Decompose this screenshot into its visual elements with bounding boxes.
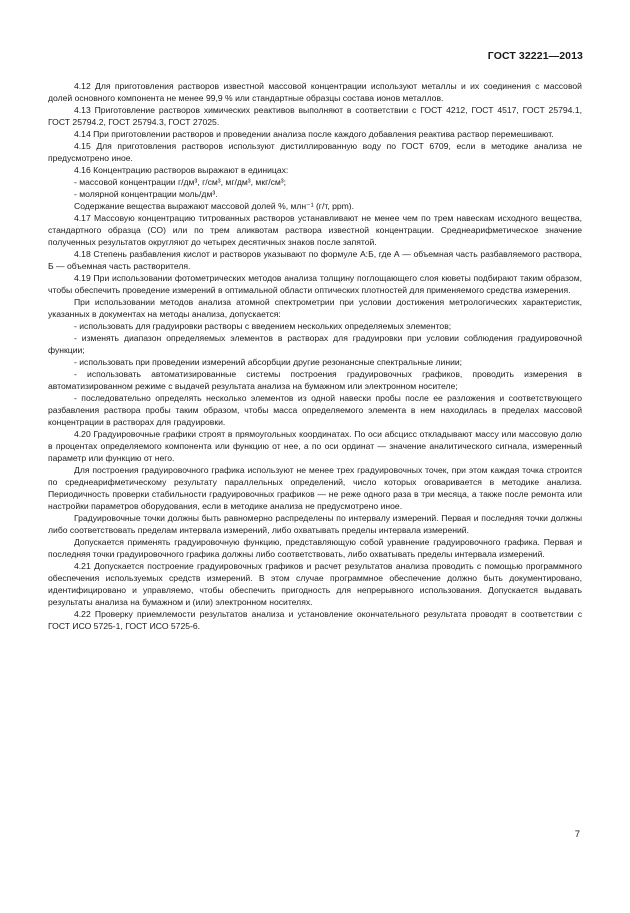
list-item-automated-systems: - использовать автоматизированные системы построения градуировочных графиков, проводить измерения в автоматизированном режиме с выдачей результата анализа на бумажном или электронном носителе; [48, 369, 582, 391]
paragraph-4-21: 4.21 Допускается построение градуировочных графиков и расчет результатов анализа проводить с помощью программного обеспечения используемых средств измерений. В этом случае программное обеспечение должно быть документировано, идентифицировано и управляемо, чтобы обеспечить пригодность для непрерывного использования. Допускается выдавать результаты анализа на бумажном и (или) электронном носителях. [48, 561, 582, 607]
paragraph-content-expression: Содержание вещества выражают массовой долей %, млн⁻¹ (г/т, ppm). [74, 201, 355, 211]
list-item-resonance-lines: - использовать при проведении измерений абсорбции другие резонансные спектральные линии; [74, 357, 463, 367]
paragraph-point-distribution: Градуировочные точки должны быть равномерно распределены по интервалу измерений. Первая и последняя точки должны либо соответствовать пределам интервала измерений, либо охватывать пределы интервала измерений. [48, 513, 582, 535]
paragraph-4-22: 4.22 Проверку приемлемости результатов анализа и установление окончательного результата проводят в соответствии с ГОСТ ИСО 5725-1, ГОСТ ИСО 5725-6. [48, 609, 582, 631]
page-number: 7 [574, 829, 580, 840]
paragraph-4-12: 4.12 Для приготовления растворов известной массовой концентрации используют металлы и их соединения с массовой долей основного компонента не менее 99,9 % или стандартные образцы состава ионов металлов. [48, 81, 582, 103]
paragraph-4-17: 4.17 Массовую концентрацию титрованных растворов устанавливают не менее чем по трем навескам исходного вещества, стандартного образца (СО) или по трем аликвотам раствора известной концентрации. Среднеарифметическое значение полученных результатов округляют до четырех десятичных знаков после запятой. [48, 213, 582, 247]
paragraph-4-13: 4.13 Приготовление растворов химических реактивов выполняют в соответствии с ГОСТ 4212, ГОСТ 4517, ГОСТ 25794.1, ГОСТ 25794.2, ГОСТ 25794.3, ГОСТ 27025. [48, 105, 582, 127]
list-item-molar-concentration: - молярной концентрации моль/дм³. [74, 189, 218, 199]
paragraph-4-19: 4.19 При использовании фотометрических методов анализа толщину поглощающего слоя кюветы подбирают таким образом, чтобы обеспечить проведение измерений в оптимальной области оптических плотностей для применяемого средства измерения. [48, 273, 582, 295]
list-item-sequential-determination: - последовательно определять несколько элементов из одной навески пробы после ее разложения и соответствующего разбавления раствора пробы таким образом, чтобы масса определяемого элемента в нем находилась в пределах массовой концентрации в растворах для градуировки. [48, 393, 582, 427]
list-item-change-range: - изменять диапазон определяемых элементов в растворах для градуировки при условии соблюдения градуировочной функции; [48, 333, 582, 355]
paragraph-calibration-points: Для построения градуировочного графика используют не менее трех градуировочных точек, при этом каждая точка строится по среднеарифметическому результату параллельных определений, число которых оговаривается в методике анализа. Периодичность проверки стабильности градуировочных графиков — не реже одного раза в три месяца, а также после ремонта или настройки параметров оборудования, если в методике анализа не предусмотрено иное. [48, 465, 582, 511]
list-item-calibration-solutions: - использовать для градуировки растворы с введением нескольких определяемых элементов; [74, 321, 452, 331]
paragraph-4-15: 4.15 Для приготовления растворов используют дистиллированную воду по ГОСТ 6709, если в методике анализа не предусмотрено иное. [48, 141, 582, 163]
paragraph-4-18: 4.18 Степень разбавления кислот и растворов указывают по формуле А:Б, где А — объемная часть разбавляемого раствора, Б — объемная часть растворителя. [48, 249, 582, 271]
paragraph-calibration-function: Допускается применять градуировочную функцию, представляющую собой уравнение градуировочного графика. Первая и последняя точки градуировочного графика должны либо соответствовать, либо охватывать пределы интервала измерений. [48, 537, 582, 559]
list-item-mass-concentration: - массовой концентрации г/дм³, г/см³, мг/дм³, мкг/см³; [74, 177, 287, 187]
paragraph-4-16: 4.16 Концентрацию растворов выражают в единицах: [74, 165, 289, 175]
paragraph-atomic-spectrometry: При использовании методов анализа атомной спектрометрии при условии достижения метрологических характеристик, указанных в документах на методы анализа, допускается: [48, 297, 582, 319]
document-body [48, 80, 582, 632]
paragraph-4-20: 4.20 Градуировочные графики строят в прямоугольных координатах. По оси абсцисс откладывают массу или массовую долю в процентах определяемого компонента или функцию от нее, а по оси ординат — значение аналитического сигнала, измеренный параметр или функцию от него. [48, 429, 582, 463]
paragraph-4-14: 4.14 При приготовлении растворов и проведении анализа после каждого добавления реактива раствор перемешивают. [74, 129, 554, 139]
document-number-header: ГОСТ 32221—2013 [487, 50, 583, 62]
